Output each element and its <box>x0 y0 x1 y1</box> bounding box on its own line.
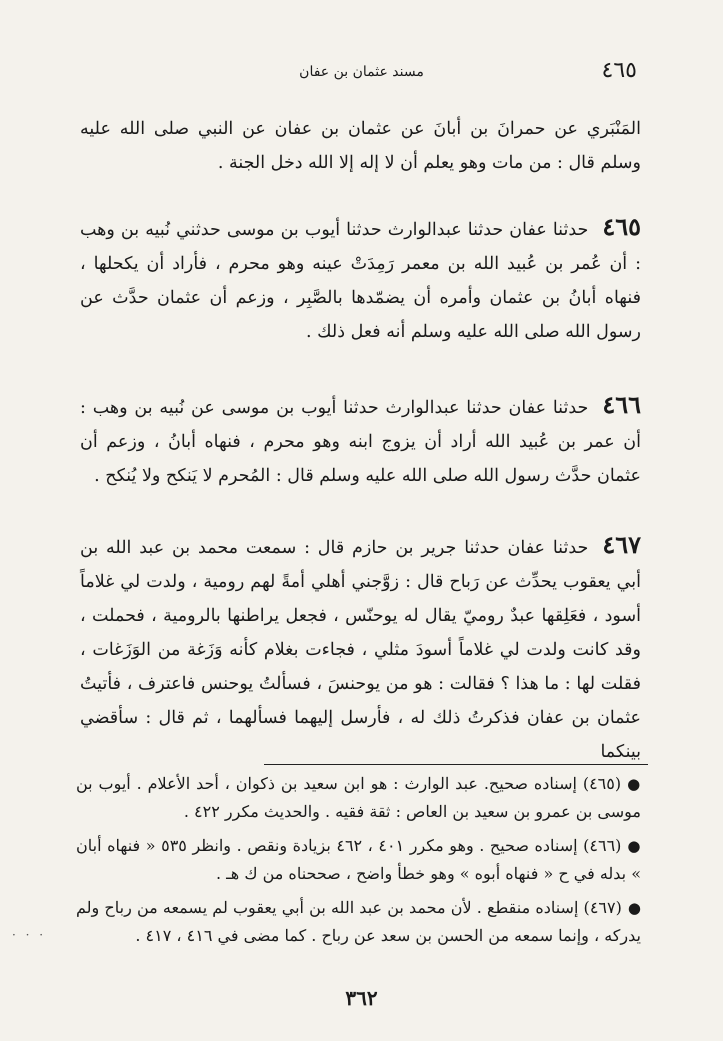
footnote-text: (٤٦٦) إسناده صحيح . وهو مكرر ٤٠١ ، ٤٦٢ بزيادة ونقص . وانظر ٥٣٥ « فنهاه أبان » بدله في ح « فنهاه أبوه » وهو خطأ واضح ، صححناه من ك هـ . <box>76 836 641 883</box>
hadith-text: حدثنا عفان حدثنا جرير بن حازم قال : سمعت محمد بن عبد الله بن أبي يعقوب يحدِّث عن رَباح قال : زوَّجني أهلي أمةً لهم رومية ، ولدت لي غلاماً أسود ، فعَلِقها عبدٌ روميّ يقال له يوحنّس ، فجعل يراطنها بالرومية ، فحملت ، وقد كانت ولدت لي غلاماً أسودَ مثلي ، فجاءت بغلام كأنه وَزَغة من الوَزَغات ، فقلت لها : ما هذا ؟ فقالت : هو من يوحنسَ ، فسألتُ يوحنس فاعترف ، فأتيتُ عثمان بن عفان فذكرتُ ذلك له ، فأرسل إليهما فسألهما ، ثم قال : سأقضي بينكما <box>80 538 641 762</box>
margin-mark: · · · <box>12 928 47 942</box>
footnote-text: (٤٦٥) إسناده صحيح. عبد الوارث : هو ابن سعيد بن ذكوان ، أحد الأعلام . أيوب بن موسى بن عمرو بن سعيد بن العاص : ثقة فقيه . والحديث مكرر ٤٢٢ . <box>76 774 641 821</box>
footnote-divider <box>264 764 648 765</box>
bullet-icon: ● <box>627 775 642 793</box>
hadith-text: حدثنا عفان حدثنا عبدالوارث حدثنا أيوب بن موسى عن نُبيه بن وهب : أن عمر بن عُبيد الله أراد أن يزوج ابنه وهو محرم ، فنهاه أبانُ ، وزعم أن عثمان حدَّث رسول الله صلى الله عليه وسلم قال : المُحرم لا يَنكح ولا يُنكح . <box>80 398 641 486</box>
footnote <box>76 770 641 826</box>
continuation-paragraph: المَنْبَري عن حمرانَ بن أبانَ عن عثمان بن عفان عن النبي صلى الله عليه وسلم قال : من مات وهو يعلم أن لا إله إلا الله دخل الجنة . <box>80 119 641 173</box>
footnote <box>76 832 641 888</box>
bullet-icon: ● <box>627 899 642 917</box>
footnotes <box>76 770 641 956</box>
hadith-number: ٤٦٥ <box>602 212 641 241</box>
hadith-466 <box>80 388 641 493</box>
bullet-icon: ● <box>627 837 641 855</box>
running-title: مسند عثمان بن عفان <box>299 64 424 80</box>
hadith-467 <box>80 528 641 769</box>
footnote <box>76 894 641 950</box>
hadith-text: حدثنا عفان حدثنا عبدالوارث حدثنا أيوب بن موسى حدثني نُبيه بن وهب : أن عُمر بن عُبيد الله بن معمر رَمِدَتْ عينه وهو محرم ، فأراد أن يكحلها ، فنهاه أبانُ بن عثمان وأمره أن يضمّدها بالصَّبِر ، وزعم أن عثمان حدَّث عن رسول الله صلى الله عليه وسلم أنه فعل ذلك . <box>80 220 641 342</box>
hadith-number: ٤٦٧ <box>602 530 641 559</box>
footer-page-number: ٣٦٢ <box>345 986 378 1010</box>
hadith-465 <box>80 210 641 349</box>
hadith-number: ٤٦٦ <box>602 390 641 419</box>
header-page-number: ٤٦٥ <box>601 58 637 83</box>
footnote-text: (٤٦٧) إسناده منقطع . لأن محمد بن عبد الله بن أبي يعقوب لم يسمعه من رباح ولم يدركه ، وإنما سمعه من الحسن بن سعد عن رباح . كما مضى في ٤١٦ ، ٤١٧ . <box>76 898 641 945</box>
